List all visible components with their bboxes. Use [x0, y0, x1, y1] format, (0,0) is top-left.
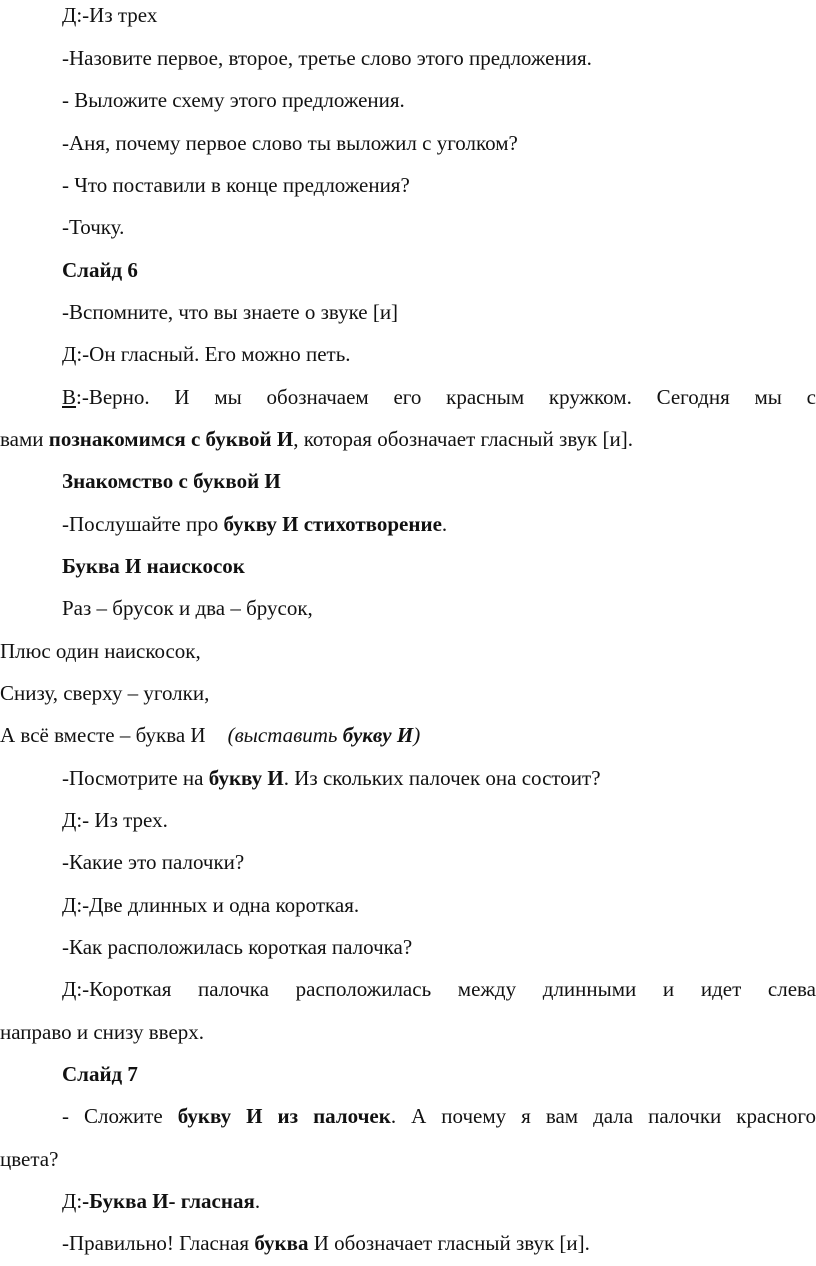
section-heading: [0, 467, 816, 495]
line-text: -Послушайте про: [62, 512, 224, 536]
poem-line: Раз – брусок и два – брусок,: [62, 596, 313, 620]
dialogue-line: -Аня, почему первое слово ты выложил с уголком?: [62, 131, 518, 155]
poem-line: [0, 721, 816, 749]
poem-title: [0, 552, 816, 580]
dialogue-line: -Вспомните, что вы знаете о звуке [и]: [62, 300, 399, 324]
bold-text: букву И: [208, 766, 284, 790]
speaker-label: Д: [62, 342, 77, 366]
dialogue-line: -Какие это палочки?: [62, 850, 245, 874]
dialogue-line: - Что поставили в конце предложения?: [62, 173, 410, 197]
dialogue-line: -Как расположилась короткая палочка?: [62, 935, 413, 959]
bold-text: букву И из палочек: [177, 1104, 391, 1128]
line-text: -Правильно! Гласная: [62, 1231, 255, 1255]
line-text: И обозначает гласный звук [и].: [308, 1231, 590, 1255]
speaker-label: Д: [62, 977, 77, 1001]
line-text: - Сложите: [62, 1104, 178, 1128]
bold-text: буква: [254, 1231, 309, 1255]
bold-italic-text: букву И: [342, 723, 414, 747]
line-text: :-Две длинных и одна короткая.: [76, 893, 360, 917]
slide-heading: [0, 256, 816, 284]
heading-text: Слайд 7: [62, 1062, 138, 1086]
speaker-label: Д: [62, 3, 77, 27]
line-text: вами: [0, 427, 49, 451]
speaker-label: В: [62, 385, 77, 409]
italic-text: (выставить: [227, 723, 343, 747]
dialogue-line: [0, 1102, 816, 1130]
dialogue-line: [0, 425, 816, 453]
dialogue-line: -Точку.: [62, 215, 125, 239]
poem-line: Плюс один наискосок,: [0, 639, 201, 663]
poem-line: Снизу, сверху – уголки,: [0, 681, 210, 705]
dialogue-line: цвета?: [0, 1147, 59, 1171]
line-text: . А почему я вам дала палочки красного: [390, 1104, 816, 1128]
line-text: :- Из трех.: [76, 808, 168, 832]
dialogue-line: направо и снизу вверх.: [0, 1020, 205, 1044]
italic-text: ): [413, 723, 421, 747]
dialogue-line: [0, 1, 816, 29]
line-text: , которая обозначает гласный звук [и].: [293, 427, 633, 451]
bold-text: -Буква И- гласная: [82, 1189, 255, 1213]
dialogue-line: [0, 1229, 816, 1257]
heading-text: Буква И наискосок: [62, 554, 245, 578]
line-text: :-Верно. И мы обозначаем его красным кружком. Сегодня мы с: [76, 385, 816, 409]
speaker-label: Д: [62, 808, 77, 832]
line-text: -Посмотрите на: [62, 766, 209, 790]
heading-text: Слайд 6: [62, 258, 138, 282]
line-text: :-Он гласный. Его можно петь.: [76, 342, 351, 366]
line-text: :-Из трех: [76, 3, 158, 27]
line-text: А всё вместе – буква И: [0, 723, 206, 747]
dialogue-line: [0, 806, 816, 834]
line-text: :: [76, 1189, 83, 1213]
slide-heading: [0, 1060, 816, 1088]
bold-text: букву И стихотворение: [223, 512, 442, 536]
dialogue-line: - Выложите схему этого предложения.: [62, 88, 405, 112]
line-text: .: [254, 1189, 261, 1213]
heading-text: Знакомство с буквой И: [62, 469, 281, 493]
dialogue-line: -Назовите первое, второе, третье слово этого предложения.: [62, 46, 592, 70]
speaker-label: Д: [62, 1189, 77, 1213]
bold-text: познакомимся с буквой И: [48, 427, 294, 451]
line-text: .: [441, 512, 448, 536]
dialogue-line: [0, 510, 816, 538]
dialogue-line: [0, 764, 816, 792]
dialogue-line: [0, 383, 816, 411]
speaker-label: Д: [62, 893, 77, 917]
line-text: :-Короткая палочка расположилась между длинными и идет слева: [76, 977, 816, 1001]
dialogue-line: [0, 1187, 816, 1215]
dialogue-line: [0, 891, 816, 919]
dialogue-line: [0, 975, 816, 1003]
line-text: . Из скольких палочек она состоит?: [283, 766, 601, 790]
dialogue-line: [0, 340, 816, 368]
